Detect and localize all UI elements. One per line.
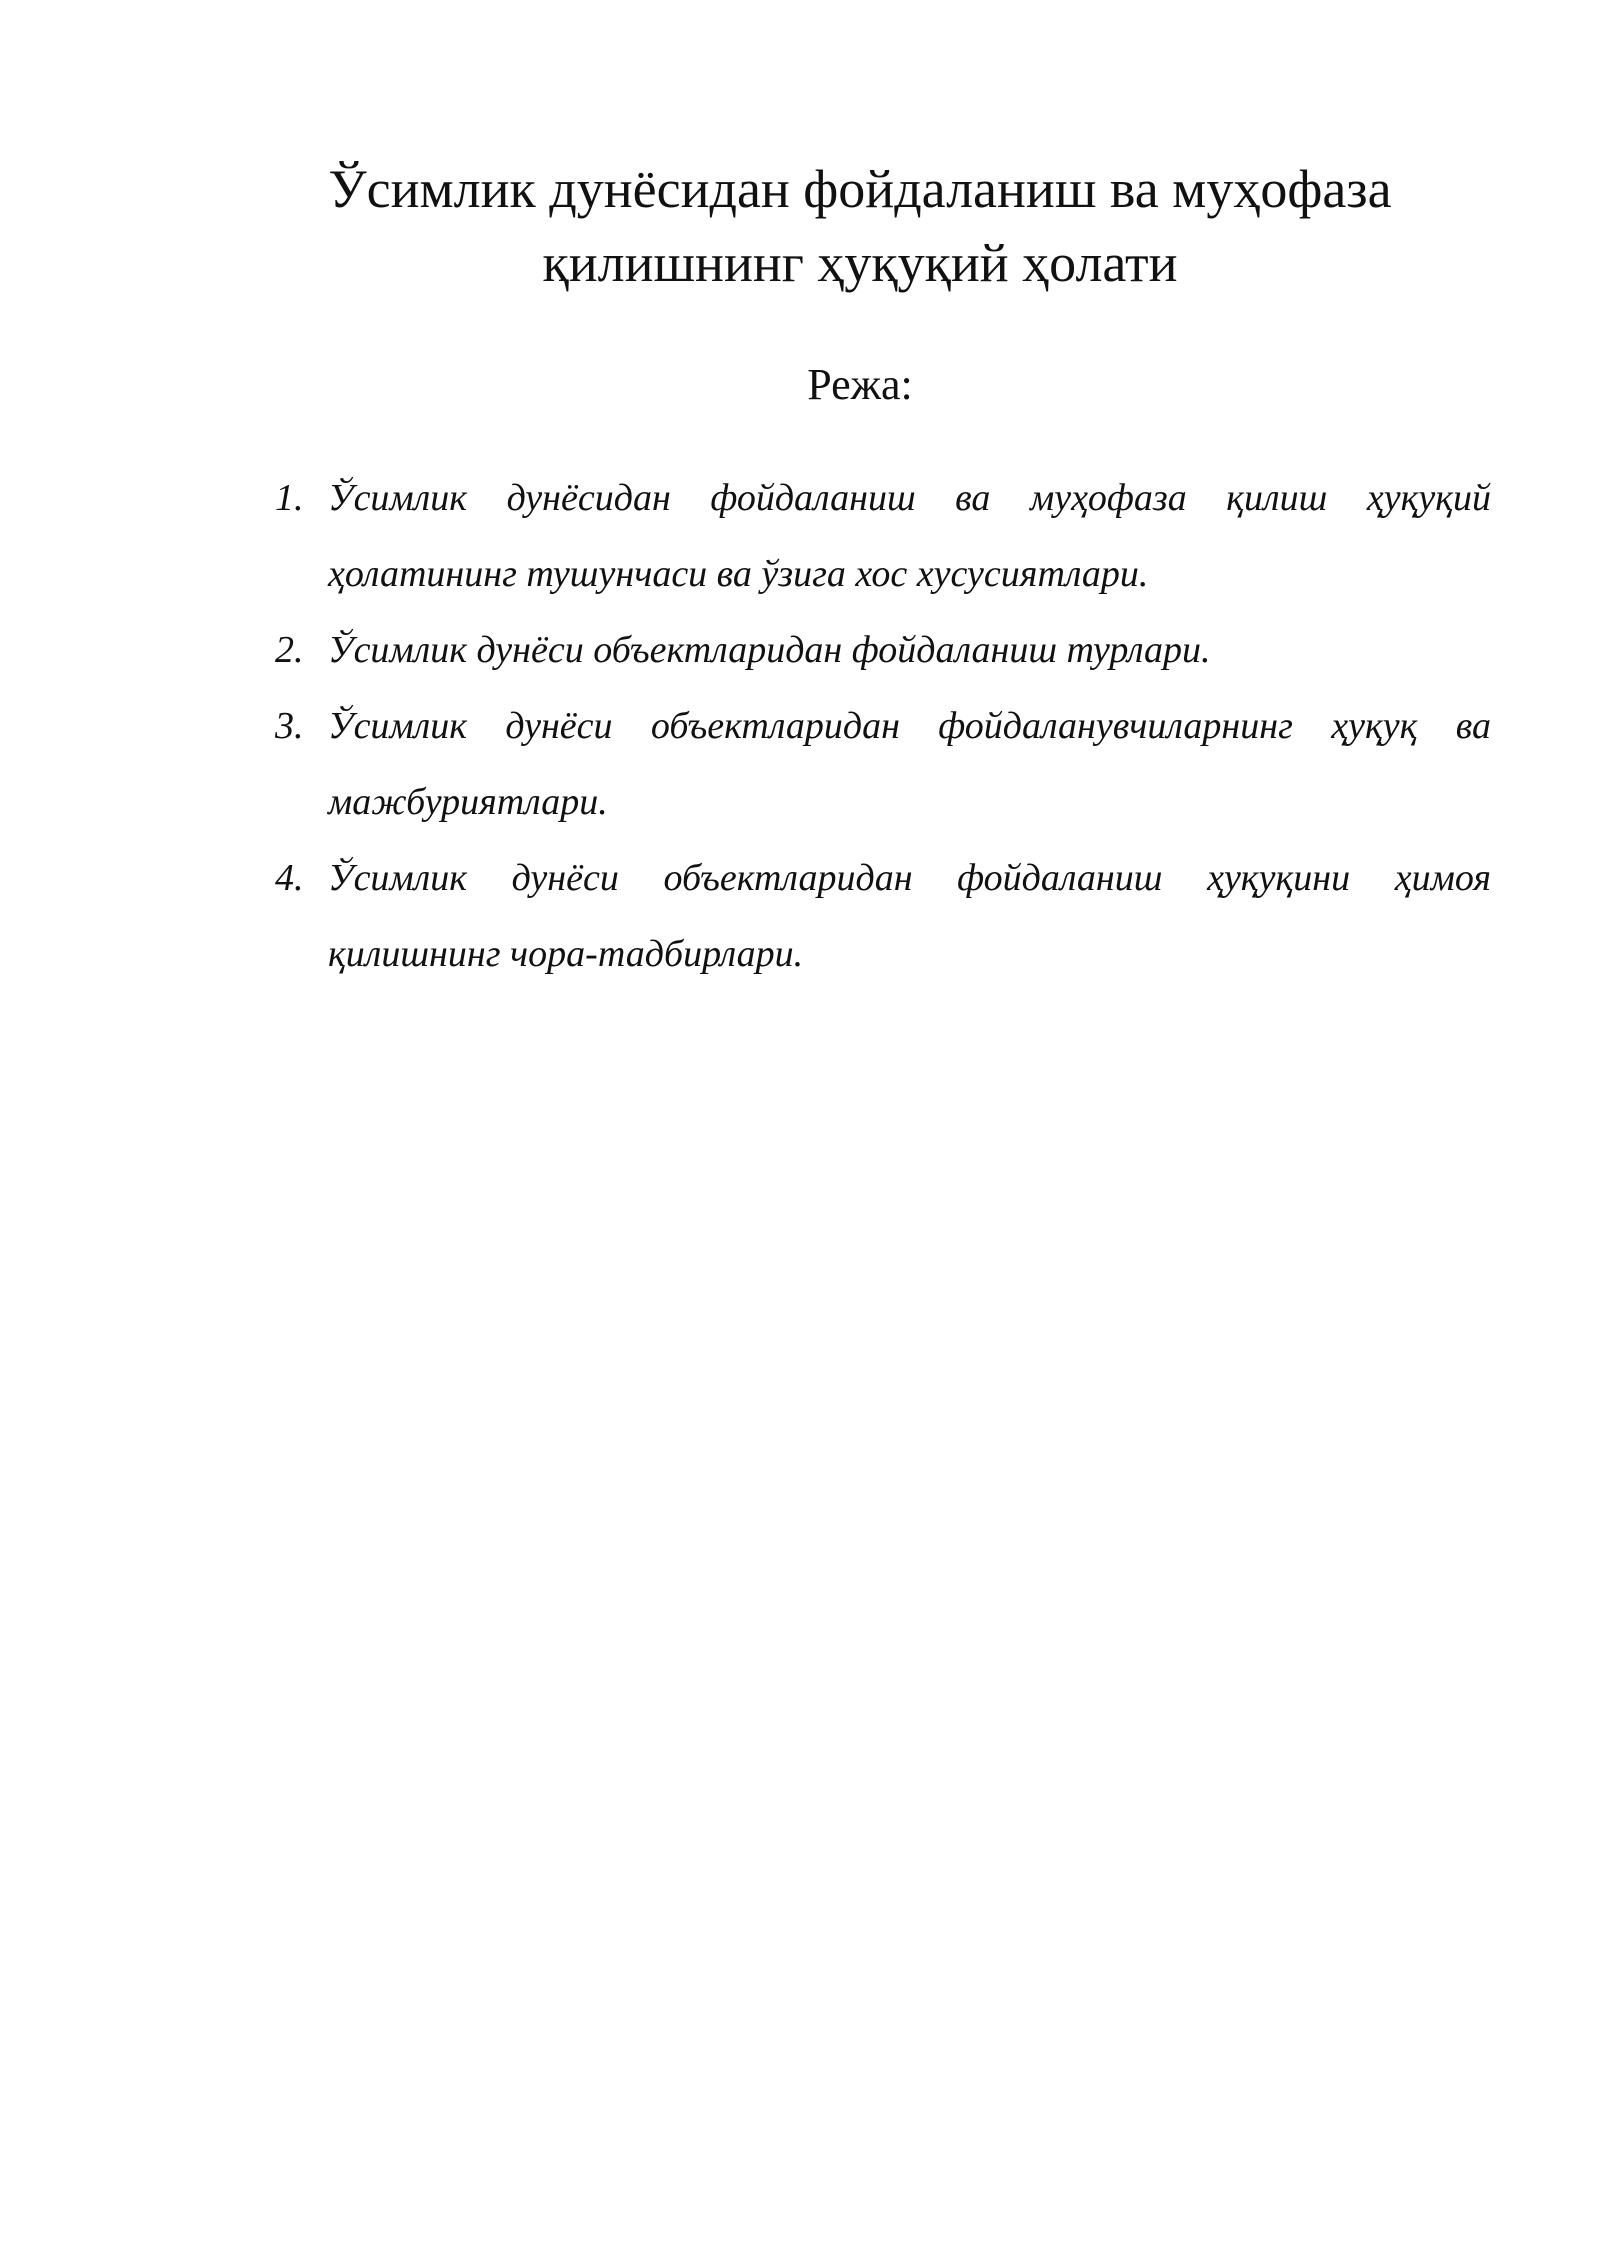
plan-item-number: 3.	[275, 705, 304, 747]
plan-item-number: 1.	[275, 477, 304, 519]
plan-item-1	[275, 460, 1491, 612]
plan-item-text: Ўсимлик дунёси объектларидан фойдаланиш турлари.	[328, 629, 1211, 671]
plan-list	[275, 460, 1491, 992]
plan-item-text: Ўсимлик дунёси объектларидан фойдаланувчиларнинг ҳуқуқ ва мажбуриятлари.	[328, 705, 1491, 823]
plan-heading: Режа:	[807, 360, 913, 409]
plan-item-number: 2.	[275, 629, 304, 671]
plan-item-4	[275, 840, 1491, 992]
plan-item-text: Ўсимлик дунёсидан фойдаланиш ва муҳофаза қилиш ҳуқуқий ҳолатининг тушунчаси ва ўзига хос хусусиятлари.	[328, 477, 1491, 595]
plan-item-text: Ўсимлик дунёси объектларидан фойдаланиш ҳуқуқини ҳимоя қилишнинг чора-тадбирлари.	[328, 857, 1491, 975]
plan-item-2	[275, 612, 1491, 688]
plan-item-3	[275, 688, 1491, 840]
plan-item-number: 4.	[275, 857, 304, 899]
document-title: Ўсимлик дунёсидан фойдаланиш ва муҳофаза қилишнинг ҳуқуқий ҳолати	[328, 159, 1392, 293]
